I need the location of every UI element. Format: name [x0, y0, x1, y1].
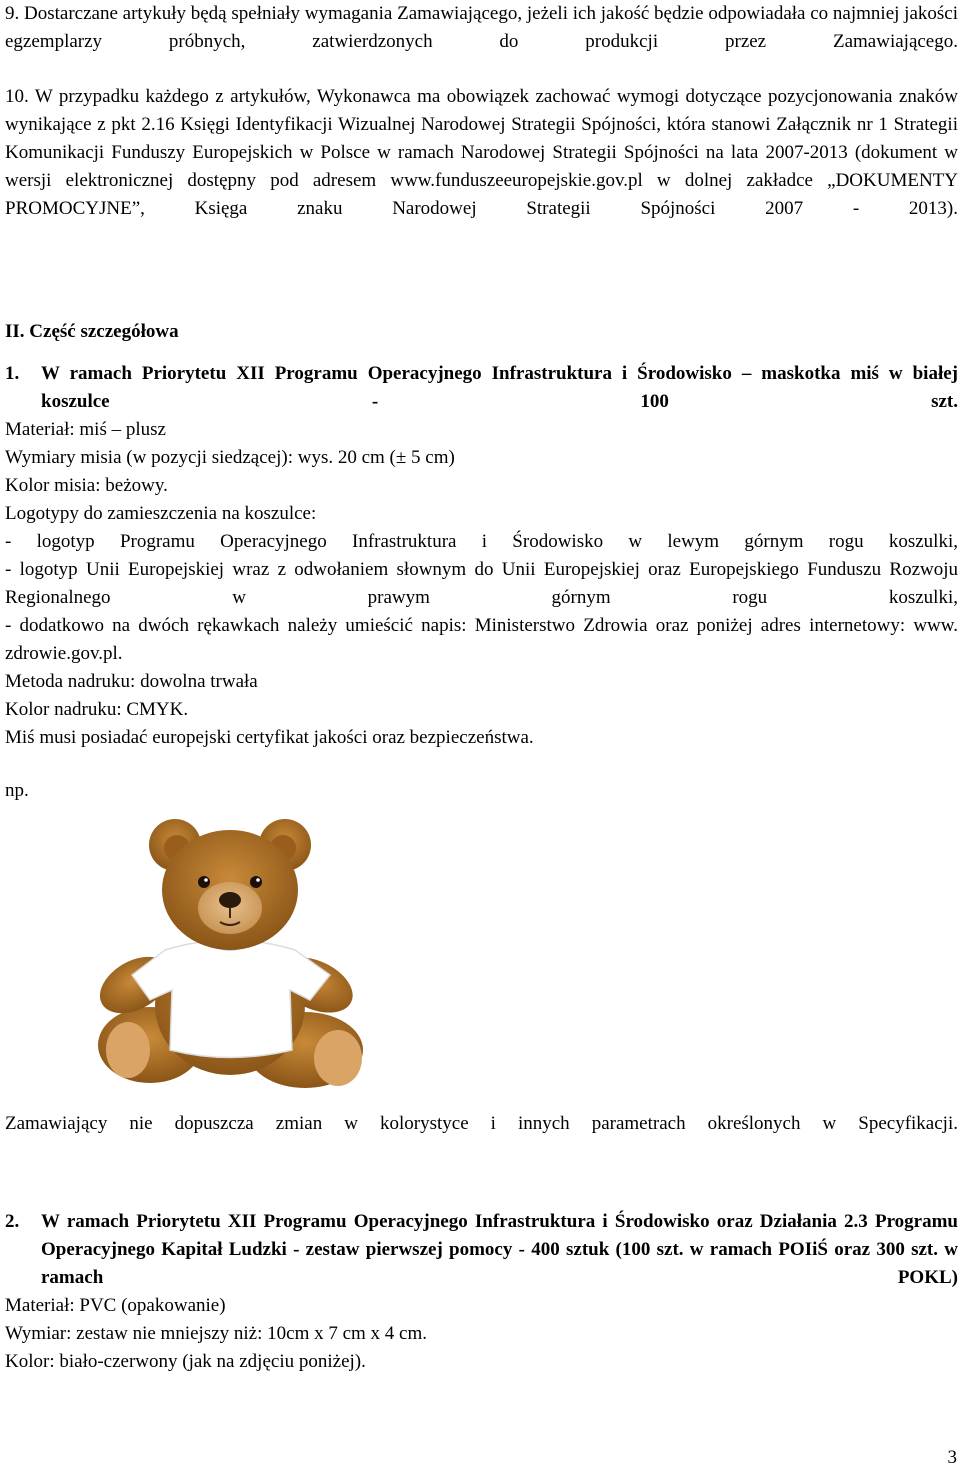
page-number: 3 [947, 1447, 957, 1468]
spec-line: Kolor misia: beżowy. [5, 475, 168, 496]
logo-item: - logotyp Programu Operacyjnego Infrastruktura i Środowisko w lewym górnym rogu koszulki, [5, 531, 958, 552]
spec-line: Kolor: biało-czerwony (jak na zdjęciu poniżej). [5, 1351, 366, 1372]
spec-line: Kolor nadruku: CMYK. [5, 699, 189, 720]
spec-line: Miś musi posiadać europejski certyfikat jakości oraz bezpieczeństwa. [5, 727, 534, 748]
item-2-title: W ramach Priorytetu XII Programu Operacyjnego Infrastruktura i Środowisko oraz Działania 2.3 Programu Operacyjnego Kapitał Ludzki - zestaw pierwszej pomocy - 400 sztuk (100 szt. w ramach POIiŚ oraz 300 szt. w ramach POKL) [41, 1211, 958, 1288]
item-2-specs [5, 1292, 958, 1376]
item-2-heading [5, 1208, 958, 1292]
spec-line: Materiał: PVC (opakowanie) [5, 1295, 226, 1316]
item-1-heading [5, 360, 958, 416]
clause-9 [5, 0, 958, 56]
spec-line: Materiał: miś – plusz [5, 419, 166, 440]
spec-line: Wymiar: zestaw nie mniejszy niż: 10cm x 7 cm x 4 cm. [5, 1323, 428, 1344]
teddy-bear-image [80, 810, 380, 1095]
clause-10 [5, 83, 958, 223]
section-heading: II. Część szczegółowa [5, 321, 179, 342]
clause-9-text: 9. Dostarczane artykuły będą spełniały wymagania Zamawiającego, jeżeli ich jakość będzie odpowiadała co najmniej jakości egzemplarzy próbnych, zatwierdzonych do produkcji przez Zamawiającego. [5, 3, 958, 52]
logo-item: - logotyp Unii Europejskiej wraz z odwołaniem słownym do Unii Europejskiej oraz Europejskiego Funduszu Rozwoju Regionalnego w prawym górnym rogu koszulki, [5, 559, 958, 608]
example-label: np. [5, 780, 29, 801]
item-1-specs [5, 416, 958, 752]
item-1-note: Zamawiający nie dopuszcza zmian w kolorystyce i innych parametrach określonych w Specyfikacji. [5, 1113, 958, 1134]
item-1-title: W ramach Priorytetu XII Programu Operacyjnego Infrastruktura i Środowisko – maskotka miś w białej koszulce - 100 szt. [41, 363, 958, 412]
teddy-bear-icon [80, 810, 380, 1095]
spec-line: Wymiary misia (w pozycji siedzącej): wys. 20 cm (± 5 cm) [5, 447, 455, 468]
spec-line: Metoda nadruku: dowolna trwała [5, 671, 258, 692]
spec-line: Logotypy do zamieszczenia na koszulce: [5, 503, 317, 524]
item-2-number: 2. [5, 1211, 20, 1232]
item-1-number: 1. [5, 363, 20, 384]
clause-10-text: 10. W przypadku każdego z artykułów, Wykonawca ma obowiązek zachować wymogi dotyczące pozycjonowania znaków wynikające z pkt 2.16 Księgi Identyfikacji Wizualnej Narodowej Strategii Spójności, która stanowi Załącznik nr 1 Strategii Komunikacji Funduszy Europejskich w Polsce w ramach Narodowej Strategii Spójności na lata 2007-2013 (dokument w wersji elektronicznej dostępny pod adresem www.funduszeeuropejskie.gov.pl w dolnej zakładce „DOKUMENTY PROMOCYJNE”, Księga znaku Narodowej Strategii Spójności 2007 - 2013). [5, 86, 958, 219]
logo-item: - dodatkowo na dwóch rękawkach należy umieścić napis: Ministerstwo Zdrowia oraz poniżej adres internetowy: www. zdrowie.gov.pl. [5, 615, 958, 664]
